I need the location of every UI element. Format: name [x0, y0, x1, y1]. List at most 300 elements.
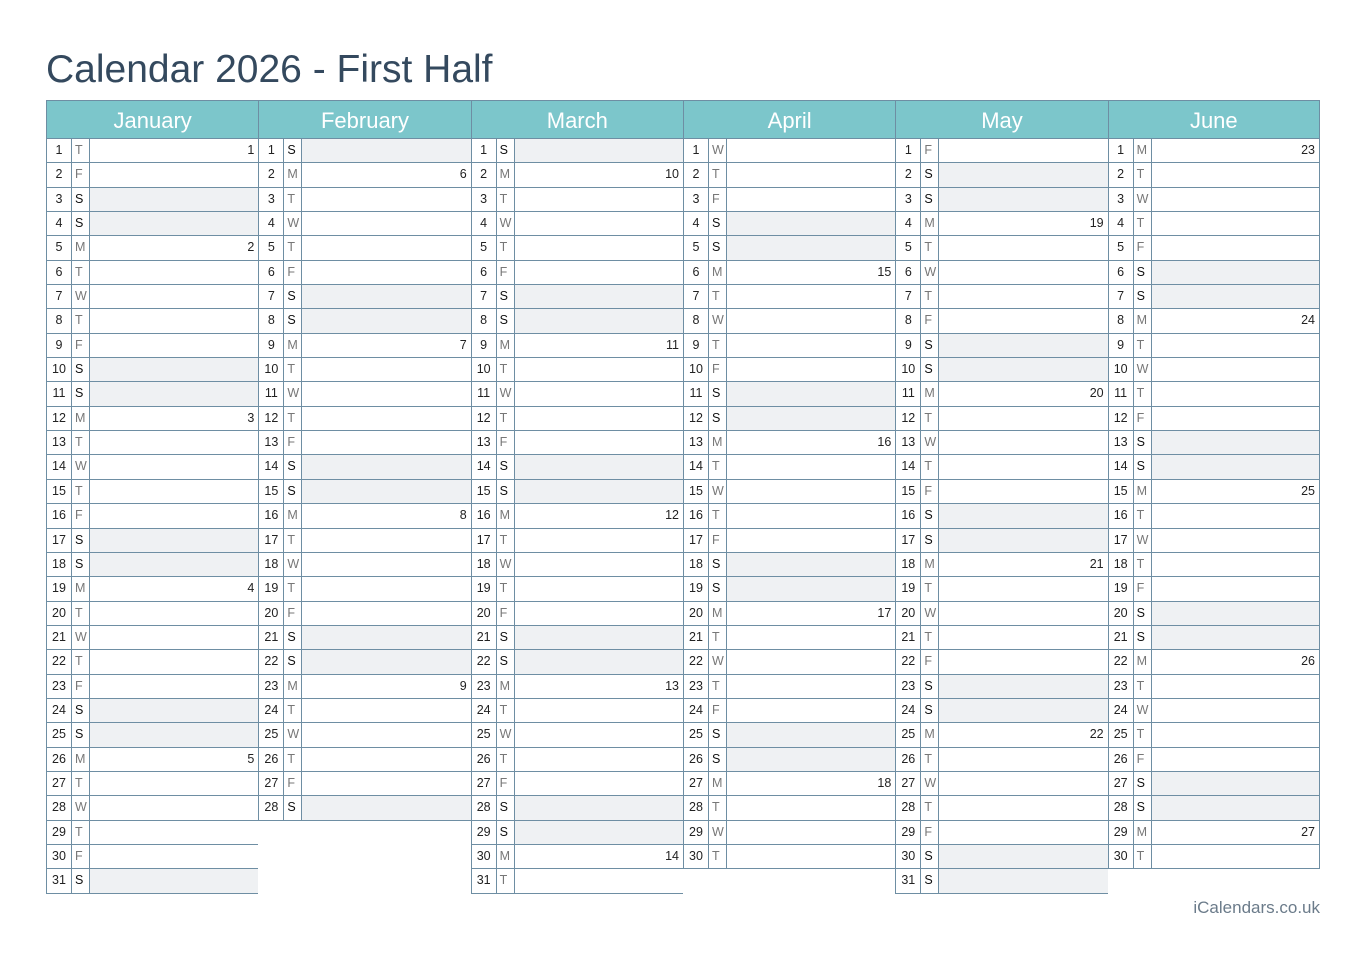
day-note-cell[interactable]	[1151, 236, 1320, 259]
day-note-cell[interactable]	[301, 261, 470, 284]
day-note-cell[interactable]	[938, 504, 1107, 527]
day-note-cell[interactable]	[1151, 675, 1320, 698]
day-note-cell[interactable]	[726, 236, 895, 259]
day-note-cell[interactable]	[89, 382, 258, 405]
day-note-cell[interactable]	[514, 309, 683, 332]
day-row	[46, 504, 258, 528]
day-note-cell[interactable]	[726, 845, 895, 868]
weekday-letter: W	[1133, 529, 1151, 552]
day-note-cell[interactable]	[938, 845, 1107, 868]
weekday-letter: M	[496, 163, 514, 186]
day-row	[258, 504, 470, 528]
day-note-cell[interactable]	[1151, 529, 1320, 552]
weekday-letter: S	[920, 869, 938, 892]
day-row	[683, 407, 895, 431]
day-note-cell[interactable]: 26	[1151, 650, 1320, 673]
day-note-cell[interactable]	[301, 626, 470, 649]
day-note-cell[interactable]	[938, 650, 1107, 673]
day-note-cell[interactable]	[726, 699, 895, 722]
day-note-cell[interactable]	[726, 212, 895, 235]
day-note-cell[interactable]	[301, 577, 470, 600]
weekday-letter: M	[708, 431, 726, 454]
day-note-cell[interactable]	[726, 553, 895, 576]
day-row	[258, 796, 470, 820]
day-note-cell[interactable]	[938, 626, 1107, 649]
day-note-cell[interactable]	[301, 602, 470, 625]
day-note-cell[interactable]	[1151, 261, 1320, 284]
day-note-cell[interactable]	[938, 285, 1107, 308]
day-note-cell[interactable]	[514, 407, 683, 430]
footer-credit[interactable]: iCalendars.co.uk	[1193, 898, 1320, 917]
day-row	[683, 772, 895, 796]
day-note-cell[interactable]	[301, 772, 470, 795]
weekday-letter: S	[496, 455, 514, 478]
day-note-cell[interactable]	[514, 626, 683, 649]
day-note-cell[interactable]	[301, 407, 470, 430]
weekday-letter: T	[708, 504, 726, 527]
day-note-cell[interactable]	[89, 675, 258, 698]
day-row	[895, 869, 1107, 893]
day-note-cell[interactable]	[938, 163, 1107, 186]
weekday-letter: T	[496, 358, 514, 381]
day-note-cell[interactable]	[89, 723, 258, 746]
day-note-cell[interactable]	[938, 675, 1107, 698]
day-note-cell[interactable]	[89, 529, 258, 552]
day-note-cell[interactable]	[938, 480, 1107, 503]
day-note-cell[interactable]	[514, 650, 683, 673]
day-number: 11	[1108, 382, 1133, 405]
day-note-cell[interactable]	[89, 163, 258, 186]
day-note-cell[interactable]	[1151, 748, 1320, 771]
day-note-cell[interactable]	[301, 382, 470, 405]
weekday-letter: T	[920, 748, 938, 771]
day-note-cell[interactable]	[514, 723, 683, 746]
day-note-cell[interactable]	[301, 529, 470, 552]
weekday-letter: W	[708, 821, 726, 844]
day-note-cell[interactable]	[514, 869, 683, 892]
day-row	[895, 431, 1107, 455]
day-number: 13	[258, 431, 283, 454]
day-note-cell[interactable]	[938, 334, 1107, 357]
day-note-cell[interactable]: 7	[301, 334, 470, 357]
day-note-cell[interactable]	[1151, 382, 1320, 405]
day-note-cell[interactable]	[938, 455, 1107, 478]
day-number: 23	[895, 675, 920, 698]
day-note-cell[interactable]	[301, 188, 470, 211]
day-number: 27	[683, 772, 708, 795]
weekday-letter: W	[283, 212, 301, 235]
day-row	[895, 650, 1107, 674]
day-note-cell[interactable]	[1151, 358, 1320, 381]
day-note-cell[interactable]	[89, 431, 258, 454]
day-note-cell[interactable]	[1151, 699, 1320, 722]
day-note-cell[interactable]: 13	[514, 675, 683, 698]
day-note-cell[interactable]	[1151, 407, 1320, 430]
day-note-cell[interactable]	[726, 382, 895, 405]
day-number: 17	[471, 529, 496, 552]
day-note-cell[interactable]: 5	[89, 748, 258, 771]
day-row	[258, 382, 470, 406]
day-note-cell[interactable]	[1151, 334, 1320, 357]
day-note-cell[interactable]	[726, 748, 895, 771]
day-row	[683, 602, 895, 626]
day-row	[46, 212, 258, 236]
day-note-cell[interactable]: 15	[726, 261, 895, 284]
day-number: 17	[258, 529, 283, 552]
day-number: 2	[683, 163, 708, 186]
day-number: 19	[46, 577, 71, 600]
day-note-cell[interactable]: 11	[514, 334, 683, 357]
day-row	[1108, 455, 1320, 479]
day-number: 28	[46, 796, 71, 819]
day-note-cell[interactable]	[89, 309, 258, 332]
day-number: 24	[895, 699, 920, 722]
day-note-cell[interactable]	[726, 285, 895, 308]
day-note-cell[interactable]	[938, 529, 1107, 552]
day-note-cell[interactable]	[514, 212, 683, 235]
day-number: 5	[895, 236, 920, 259]
day-note-cell[interactable]	[1151, 772, 1320, 795]
day-note-cell[interactable]	[514, 821, 683, 844]
day-number: 22	[1108, 650, 1133, 673]
day-note-cell[interactable]	[1151, 602, 1320, 625]
day-row	[1108, 407, 1320, 431]
day-note-cell[interactable]	[726, 504, 895, 527]
day-note-cell[interactable]	[89, 480, 258, 503]
day-note-cell[interactable]: 20	[938, 382, 1107, 405]
day-note-cell[interactable]	[1151, 553, 1320, 576]
day-note-cell[interactable]	[89, 650, 258, 673]
day-note-cell[interactable]	[1151, 504, 1320, 527]
day-number: 17	[1108, 529, 1133, 552]
weekday-letter: S	[283, 626, 301, 649]
day-row	[471, 723, 683, 747]
day-row	[258, 626, 470, 650]
day-row	[46, 796, 258, 820]
day-note-cell[interactable]	[301, 796, 470, 819]
day-note-cell[interactable]	[514, 236, 683, 259]
weekday-letter: S	[496, 309, 514, 332]
day-note-cell[interactable]	[938, 821, 1107, 844]
day-note-cell[interactable]	[89, 602, 258, 625]
weekday-letter: S	[1133, 261, 1151, 284]
day-number: 5	[683, 236, 708, 259]
weekday-letter: T	[496, 236, 514, 259]
day-note-cell[interactable]: 14	[514, 845, 683, 868]
day-number: 7	[1108, 285, 1133, 308]
day-row	[895, 699, 1107, 723]
day-note-cell[interactable]	[301, 480, 470, 503]
weekday-letter: F	[920, 480, 938, 503]
day-row	[46, 675, 258, 699]
day-note-cell[interactable]	[938, 748, 1107, 771]
day-note-cell[interactable]	[726, 455, 895, 478]
day-row	[471, 480, 683, 504]
day-number: 14	[1108, 455, 1133, 478]
day-number: 19	[471, 577, 496, 600]
weekday-letter: W	[708, 480, 726, 503]
day-note-cell[interactable]	[301, 723, 470, 746]
day-note-cell[interactable]	[726, 334, 895, 357]
day-row	[683, 358, 895, 382]
day-row	[895, 845, 1107, 869]
day-number: 1	[1108, 139, 1133, 162]
day-note-cell[interactable]	[514, 431, 683, 454]
day-number: 29	[46, 821, 71, 844]
day-note-cell[interactable]	[514, 261, 683, 284]
day-number: 2	[46, 163, 71, 186]
day-note-cell[interactable]	[514, 553, 683, 576]
day-row	[471, 261, 683, 285]
day-number: 3	[1108, 188, 1133, 211]
day-note-cell[interactable]: 6	[301, 163, 470, 186]
day-note-cell[interactable]	[726, 529, 895, 552]
day-note-cell[interactable]	[514, 382, 683, 405]
day-number: 1	[895, 139, 920, 162]
day-note-cell[interactable]	[1151, 577, 1320, 600]
day-number: 26	[1108, 748, 1133, 771]
day-note-cell[interactable]	[514, 529, 683, 552]
day-note-cell[interactable]	[726, 407, 895, 430]
day-row	[895, 139, 1107, 163]
day-note-cell[interactable]	[726, 577, 895, 600]
day-note-cell[interactable]: 27	[1151, 821, 1320, 844]
day-note-cell[interactable]	[938, 358, 1107, 381]
day-row	[471, 650, 683, 674]
day-note-cell[interactable]	[1151, 626, 1320, 649]
weekday-letter: S	[496, 796, 514, 819]
day-row	[895, 236, 1107, 260]
day-number: 5	[1108, 236, 1133, 259]
day-note-cell[interactable]	[89, 334, 258, 357]
day-note-cell[interactable]	[938, 261, 1107, 284]
day-note-cell[interactable]: 24	[1151, 309, 1320, 332]
day-note-cell[interactable]	[89, 796, 258, 819]
day-row	[46, 139, 258, 163]
day-note-cell[interactable]	[301, 139, 470, 162]
day-row	[46, 407, 258, 431]
day-note-cell[interactable]	[1151, 188, 1320, 211]
day-note-cell[interactable]: 21	[938, 553, 1107, 576]
day-number: 19	[895, 577, 920, 600]
day-note-cell[interactable]: 22	[938, 723, 1107, 746]
day-note-cell[interactable]	[514, 796, 683, 819]
day-note-cell[interactable]	[1151, 212, 1320, 235]
day-note-cell[interactable]: 17	[726, 602, 895, 625]
day-note-cell[interactable]	[89, 358, 258, 381]
day-number: 24	[683, 699, 708, 722]
day-row	[895, 212, 1107, 236]
day-note-cell[interactable]	[1151, 285, 1320, 308]
day-note-cell[interactable]	[726, 626, 895, 649]
day-row	[683, 796, 895, 820]
day-note-cell[interactable]	[89, 553, 258, 576]
day-note-cell[interactable]: 16	[726, 431, 895, 454]
day-note-cell[interactable]	[938, 869, 1107, 892]
day-note-cell[interactable]	[89, 821, 258, 844]
day-row	[46, 480, 258, 504]
weekday-letter: T	[71, 821, 89, 844]
weekday-letter: S	[496, 480, 514, 503]
day-number: 29	[683, 821, 708, 844]
day-note-cell[interactable]	[514, 699, 683, 722]
weekday-letter: S	[1133, 431, 1151, 454]
day-number: 12	[1108, 407, 1133, 430]
day-note-cell[interactable]	[89, 504, 258, 527]
day-note-cell[interactable]: 1	[89, 139, 258, 162]
day-row	[1108, 236, 1320, 260]
day-note-cell[interactable]	[301, 455, 470, 478]
day-note-cell[interactable]	[1151, 163, 1320, 186]
day-note-cell[interactable]	[726, 821, 895, 844]
day-note-cell[interactable]: 12	[514, 504, 683, 527]
day-note-cell[interactable]	[938, 772, 1107, 795]
weekday-letter: T	[920, 407, 938, 430]
day-row	[1108, 285, 1320, 309]
day-number: 24	[1108, 699, 1133, 722]
day-note-cell[interactable]	[726, 188, 895, 211]
day-note-cell[interactable]	[89, 772, 258, 795]
day-row	[258, 188, 470, 212]
day-note-cell[interactable]: 9	[301, 675, 470, 698]
day-note-cell[interactable]: 19	[938, 212, 1107, 235]
day-note-cell[interactable]	[514, 480, 683, 503]
day-note-cell[interactable]	[514, 577, 683, 600]
day-row	[258, 699, 470, 723]
day-note-cell[interactable]: 8	[301, 504, 470, 527]
weekday-letter: S	[920, 675, 938, 698]
day-note-cell[interactable]	[514, 772, 683, 795]
day-row	[46, 382, 258, 406]
day-note-cell[interactable]	[89, 869, 258, 892]
weekday-letter: M	[708, 261, 726, 284]
weekday-letter: M	[920, 553, 938, 576]
day-note-cell[interactable]	[726, 139, 895, 162]
day-note-cell[interactable]	[514, 139, 683, 162]
day-number: 25	[1108, 723, 1133, 746]
day-row	[258, 236, 470, 260]
weekday-letter: S	[920, 188, 938, 211]
day-number: 4	[683, 212, 708, 235]
day-row	[683, 455, 895, 479]
weekday-letter: M	[71, 577, 89, 600]
day-row	[471, 188, 683, 212]
day-note-cell[interactable]	[726, 675, 895, 698]
day-note-cell[interactable]	[301, 309, 470, 332]
day-number: 10	[46, 358, 71, 381]
day-note-cell[interactable]	[726, 650, 895, 673]
day-note-cell[interactable]	[514, 455, 683, 478]
weekday-letter: S	[708, 382, 726, 405]
day-number: 24	[471, 699, 496, 722]
day-note-cell[interactable]	[301, 748, 470, 771]
day-note-cell[interactable]	[301, 358, 470, 381]
day-number: 10	[1108, 358, 1133, 381]
day-row	[46, 821, 258, 845]
day-note-cell[interactable]	[726, 723, 895, 746]
day-note-cell[interactable]	[89, 285, 258, 308]
day-row	[258, 358, 470, 382]
day-number: 3	[46, 188, 71, 211]
day-note-cell[interactable]	[301, 236, 470, 259]
day-row	[258, 407, 470, 431]
day-note-cell[interactable]: 18	[726, 772, 895, 795]
day-row	[46, 455, 258, 479]
day-note-cell[interactable]: 2	[89, 236, 258, 259]
day-row	[683, 431, 895, 455]
day-note-cell[interactable]	[938, 431, 1107, 454]
weekday-letter: F	[283, 261, 301, 284]
day-note-cell[interactable]	[89, 188, 258, 211]
day-row	[1108, 675, 1320, 699]
day-note-cell[interactable]: 25	[1151, 480, 1320, 503]
day-note-cell[interactable]	[938, 577, 1107, 600]
weekday-letter: F	[920, 821, 938, 844]
day-note-cell[interactable]: 23	[1151, 139, 1320, 162]
day-note-cell[interactable]	[938, 602, 1107, 625]
day-note-cell[interactable]	[89, 699, 258, 722]
day-note-cell[interactable]	[89, 212, 258, 235]
day-note-cell[interactable]	[938, 407, 1107, 430]
day-row	[46, 334, 258, 358]
day-number: 21	[46, 626, 71, 649]
day-note-cell[interactable]	[514, 602, 683, 625]
weekday-letter: T	[1133, 553, 1151, 576]
day-note-cell[interactable]	[301, 431, 470, 454]
day-note-cell[interactable]: 10	[514, 163, 683, 186]
day-note-cell[interactable]	[1151, 431, 1320, 454]
day-note-cell[interactable]: 4	[89, 577, 258, 600]
day-note-cell[interactable]	[938, 236, 1107, 259]
day-note-cell[interactable]	[301, 650, 470, 673]
day-note-cell[interactable]	[1151, 845, 1320, 868]
day-note-cell[interactable]	[514, 188, 683, 211]
day-note-cell[interactable]	[301, 212, 470, 235]
day-note-cell[interactable]	[938, 699, 1107, 722]
day-note-cell[interactable]	[89, 845, 258, 868]
day-note-cell[interactable]	[1151, 455, 1320, 478]
day-note-cell[interactable]	[514, 748, 683, 771]
day-note-cell[interactable]	[938, 188, 1107, 211]
day-number: 22	[895, 650, 920, 673]
day-note-cell[interactable]	[938, 139, 1107, 162]
day-note-cell[interactable]	[938, 796, 1107, 819]
weekday-letter: S	[1133, 772, 1151, 795]
day-note-cell[interactable]	[726, 163, 895, 186]
day-note-cell[interactable]: 3	[89, 407, 258, 430]
day-note-cell[interactable]	[1151, 723, 1320, 746]
day-note-cell[interactable]	[89, 626, 258, 649]
day-note-cell[interactable]	[301, 285, 470, 308]
day-note-cell[interactable]	[301, 553, 470, 576]
day-number: 1	[471, 139, 496, 162]
weekday-letter: M	[1133, 139, 1151, 162]
day-note-cell[interactable]	[514, 358, 683, 381]
day-note-cell[interactable]	[938, 309, 1107, 332]
day-note-cell[interactable]	[726, 358, 895, 381]
day-number: 25	[258, 723, 283, 746]
weekday-letter: S	[496, 139, 514, 162]
day-note-cell[interactable]	[726, 480, 895, 503]
day-note-cell[interactable]	[1151, 796, 1320, 819]
day-note-cell[interactable]	[301, 699, 470, 722]
day-note-cell[interactable]	[726, 796, 895, 819]
day-note-cell[interactable]	[514, 285, 683, 308]
day-note-cell[interactable]	[89, 455, 258, 478]
day-note-cell[interactable]	[726, 309, 895, 332]
weekday-letter: M	[1133, 650, 1151, 673]
day-note-cell[interactable]	[89, 261, 258, 284]
